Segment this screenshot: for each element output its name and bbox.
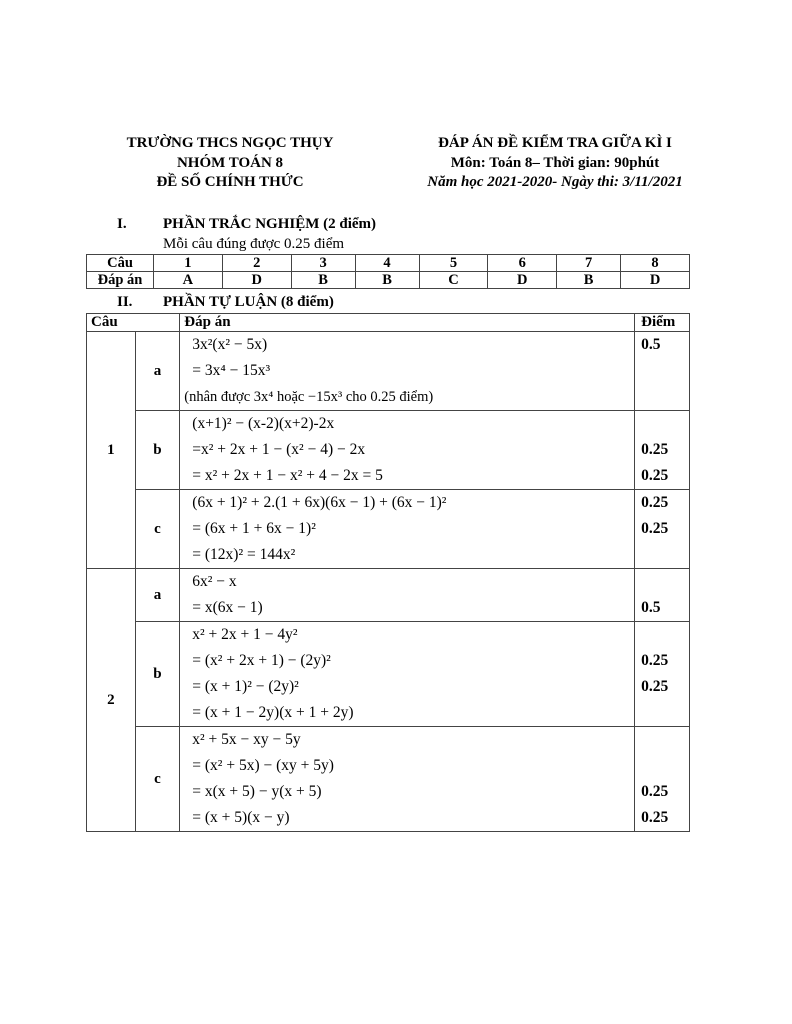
mc-answer-cell: A: [154, 272, 223, 289]
mc-answer-cell: B: [291, 272, 355, 289]
mc-answer-cell: D: [488, 272, 557, 289]
math-line: = x(6x − 1): [192, 599, 263, 616]
exam-status: ĐỀ SỐ CHÍNH THỨC: [156, 174, 304, 190]
score-value: [635, 700, 689, 726]
mc-question-row: [87, 255, 690, 272]
section-1-note: Mỗi câu đúng được 0.25 điểm: [163, 236, 345, 252]
essay-header-score: Điểm: [635, 314, 690, 332]
multiple-choice-table: [86, 254, 690, 289]
math-line: = (x + 5)(x − y): [192, 809, 290, 826]
answer-work-cell: [180, 569, 635, 622]
score-value: [635, 727, 689, 753]
score-cell: [635, 490, 690, 569]
essay-part-row: [87, 569, 690, 622]
mc-answer-cell: D: [222, 272, 291, 289]
score-value: [635, 384, 689, 410]
score-value: [635, 753, 689, 779]
essay-part-row: [87, 411, 690, 490]
school-name: TRƯỜNG THCS NGỌC THỤY: [126, 135, 334, 151]
subject-time: Môn: Toán 8– Thời gian: 90phút: [450, 154, 660, 171]
question-number: 2: [87, 569, 136, 832]
math-line: x² + 2x + 1 − 4y²: [192, 626, 298, 643]
math-line: =x² + 2x + 1 − (x² − 4) − 2x: [192, 441, 366, 458]
mc-answer-cell: B: [355, 272, 419, 289]
exam-header: [395, 134, 715, 193]
score-value: 0.25: [641, 652, 669, 669]
school-year-date: Năm học 2021-2020- Ngày thi: 3/11/2021: [427, 174, 683, 190]
mc-question-cell: 5: [419, 255, 488, 272]
math-line: 6x² − x: [192, 573, 237, 590]
question-number: 1: [87, 332, 136, 569]
math-line: = 3x⁴ − 15x³: [192, 362, 271, 379]
essay-header-row: [87, 314, 690, 332]
math-line: = (x + 1)² − (2y)²: [192, 678, 299, 695]
mc-question-cell: 2: [222, 255, 291, 272]
score-cell: [635, 411, 690, 490]
mc-answer-cell: B: [557, 272, 621, 289]
math-line: = (x² + 2x + 1) − (2y)²: [192, 652, 331, 669]
answer-work-cell: [180, 727, 635, 832]
math-line: = (6x + 1 + 6x − 1)²: [192, 520, 316, 537]
mc-question-label: Câu: [87, 255, 154, 272]
group-name: NHÓM TOÁN 8: [176, 154, 284, 171]
mc-answer-cell: C: [419, 272, 488, 289]
score-value: 0.25: [641, 678, 669, 695]
score-cell: [635, 622, 690, 727]
math-line: = x(x + 5) − y(x + 5): [192, 783, 322, 800]
essay-answer-table: [86, 313, 690, 832]
score-value: 0.5: [641, 336, 661, 353]
section-2-title: PHẦN TỰ LUẬN (8 điểm): [163, 294, 334, 310]
score-value: 0.25: [641, 520, 669, 537]
section-2-number: II.: [117, 294, 133, 310]
part-label: b: [135, 622, 180, 727]
essay-header-question: Câu: [87, 314, 180, 332]
essay-part-row: [87, 332, 690, 411]
math-line: 3x²(x² − 5x): [192, 336, 268, 353]
mc-answer-cell: D: [621, 272, 690, 289]
score-cell: [635, 727, 690, 832]
part-label: c: [135, 490, 180, 569]
mc-question-cell: 1: [154, 255, 223, 272]
mc-question-cell: 4: [355, 255, 419, 272]
mc-answer-label: Đáp án: [87, 272, 154, 289]
mc-question-cell: 3: [291, 255, 355, 272]
score-value: 0.25: [641, 467, 669, 484]
score-value: [635, 569, 689, 595]
math-line: = (12x)² = 144x²: [192, 546, 296, 563]
essay-part-row: [87, 490, 690, 569]
math-line: (6x + 1)² + 2.(1 + 6x)(6x − 1) + (6x − 1)²: [192, 494, 447, 511]
math-line: = (x² + 5x) − (xy + 5y): [192, 757, 334, 774]
mc-answer-row: [87, 272, 690, 289]
mc-question-cell: 8: [621, 255, 690, 272]
math-line: = (x + 1 − 2y)(x + 1 + 2y): [192, 704, 354, 721]
answer-work-cell: [180, 490, 635, 569]
section-1-title: PHẦN TRẮC NGHIỆM (2 điểm): [163, 216, 377, 232]
score-value: 0.25: [641, 441, 669, 458]
essay-part-row: [87, 727, 690, 832]
part-label: b: [135, 411, 180, 490]
essay-header-answer: Đáp án: [180, 314, 635, 332]
essay-part-row: [87, 622, 690, 727]
score-value: [635, 542, 689, 568]
part-label: c: [135, 727, 180, 832]
section-1-number: I.: [117, 216, 127, 232]
school-header: [80, 134, 380, 193]
exam-title: ĐÁP ÁN ĐỀ KIỂM TRA GIỮA KÌ I: [438, 135, 672, 151]
score-cell: [635, 569, 690, 622]
score-value: 0.25: [641, 809, 669, 826]
math-line: (nhân được 3x⁴ hoặc −15x³ cho 0.25 điểm): [184, 389, 434, 405]
mc-question-cell: 6: [488, 255, 557, 272]
score-value: [635, 411, 689, 437]
answer-work-cell: [180, 411, 635, 490]
answer-work-cell: [180, 332, 635, 411]
math-line: (x+1)² − (x-2)(x+2)-2x: [192, 415, 335, 432]
score-value: [635, 622, 689, 648]
mc-question-cell: 7: [557, 255, 621, 272]
answer-work-cell: [180, 622, 635, 727]
math-line: = x² + 2x + 1 − x² + 4 − 2x = 5: [192, 467, 383, 484]
score-value: 0.5: [641, 599, 661, 616]
part-label: a: [135, 332, 180, 411]
part-label: a: [135, 569, 180, 622]
score-value: [635, 358, 689, 384]
score-value: 0.25: [641, 494, 669, 511]
score-value: 0.25: [641, 783, 669, 800]
score-cell: [635, 332, 690, 411]
math-line: x² + 5x − xy − 5y: [192, 731, 301, 748]
